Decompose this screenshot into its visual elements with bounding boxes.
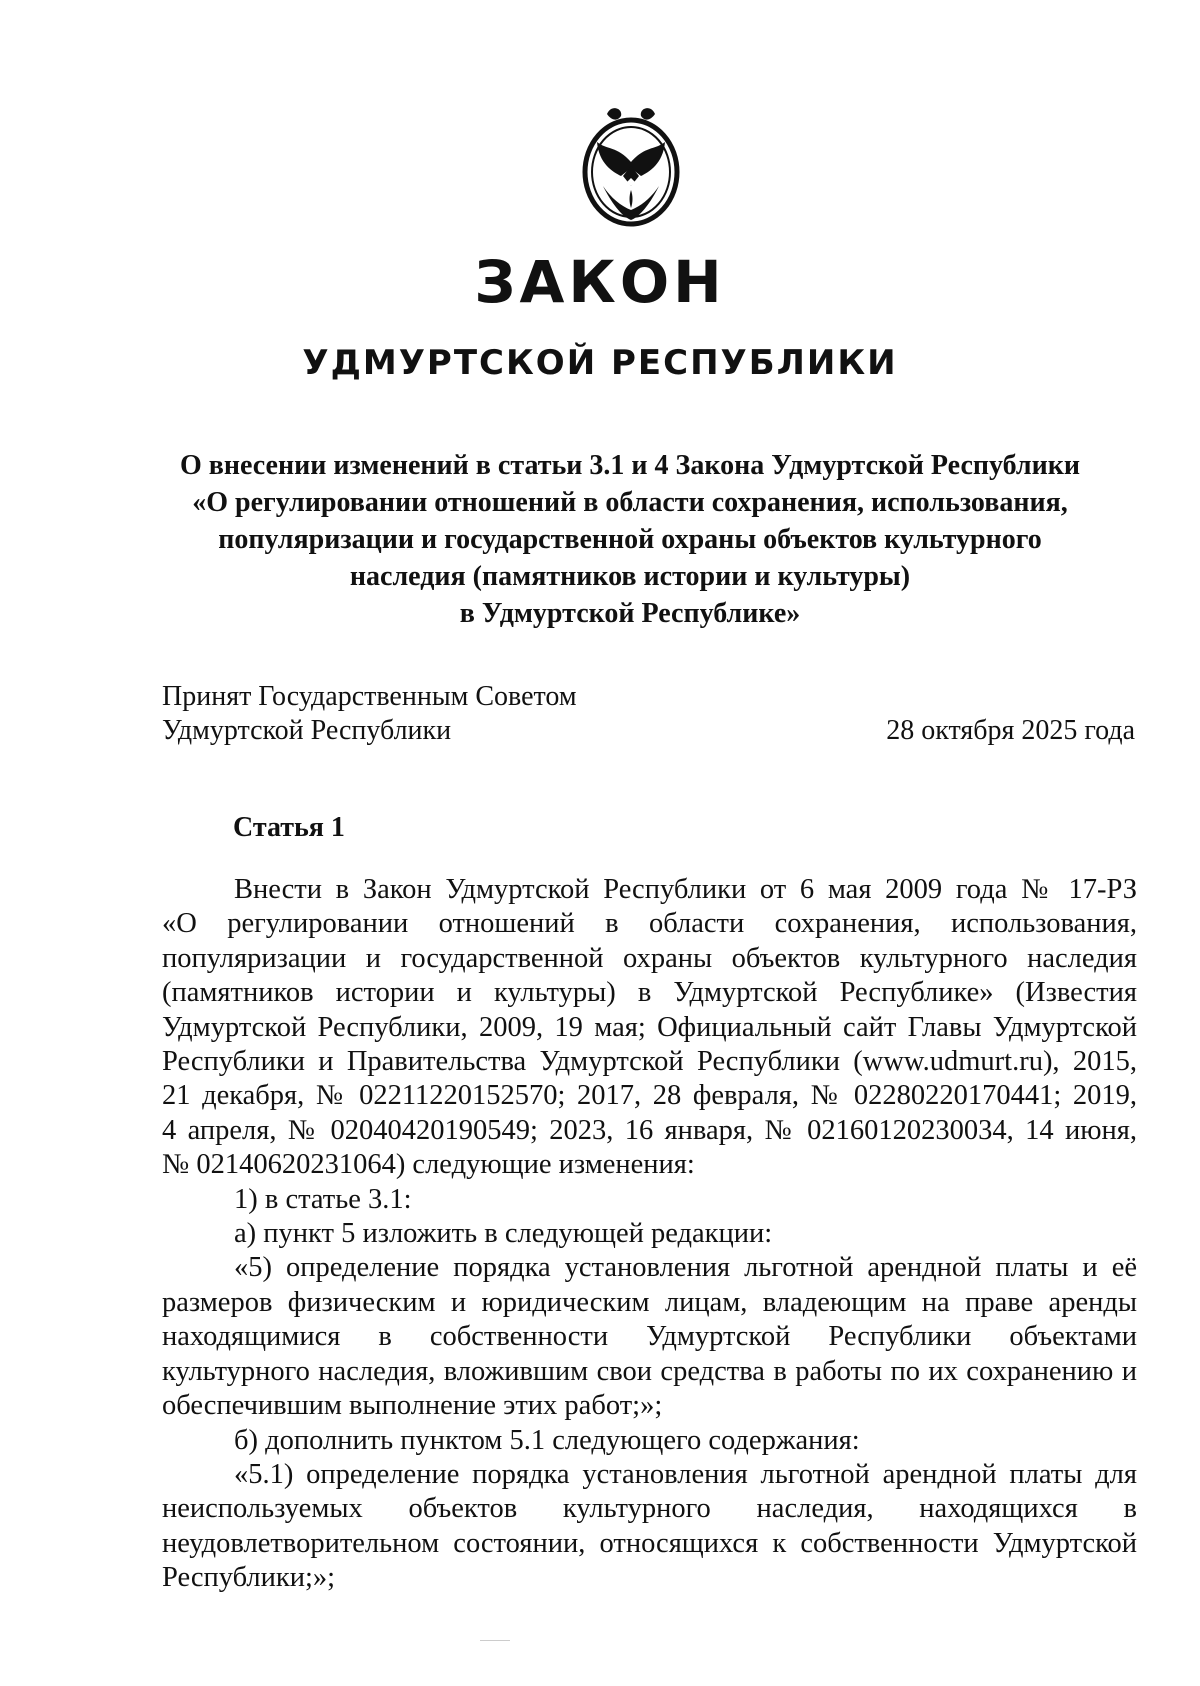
scan-artifact [480, 1640, 510, 1641]
heading-line: «О регулировании отношений в области сохранения, использования, [192, 487, 1068, 518]
coat-of-arms-icon [577, 106, 685, 230]
adoption-line-2: Удмуртской Республики [162, 715, 452, 746]
body-line: 21 декабря, № 02211220152570; 2017, 28 февраля, № 02280220170441; 2019, [162, 1080, 1137, 1112]
law-subtitle: УДМУРТСКОЙ РЕСПУБЛИКИ [302, 343, 898, 383]
heading-line: наследия (памятников истории и культуры) [349, 561, 911, 592]
body-line: (памятников истории и культуры) в Удмуртской Республике» (Известия [162, 977, 1137, 1009]
body-line: популяризации и государственной охраны объектов культурного наследия [162, 942, 1137, 974]
body-line: 1) в статье 3.1: [234, 1183, 412, 1215]
body-line: 4 апреля, № 02040420190549; 2023, 16 января, № 02160120230034, 14 июня, [162, 1114, 1137, 1146]
body-line: неиспользуемых объектов культурного наследия, находящихся в [162, 1493, 1137, 1525]
body-line: Республики и Правительства Удмуртской Республики (www.udmurt.ru), 2015, [162, 1046, 1137, 1078]
heading-line: в Удмуртской Республике» [459, 598, 801, 629]
adoption-statement [162, 680, 577, 748]
body-line: Внести в Закон Удмуртской Республики от 6 мая 2009 года № 17-РЗ [234, 874, 1137, 905]
body-line: № 02140620231064) следующие изменения: [162, 1149, 695, 1181]
body-line: находящимися в собственности Удмуртской Республики объектами [162, 1321, 1137, 1353]
heading-line: О внесении изменений в статьи 3.1 и 4 Закона Удмуртской Республики [179, 450, 1081, 481]
heading-line: популяризации и государственной охраны объектов культурного [218, 524, 1042, 555]
article-body [162, 873, 1137, 1596]
body-line: Республики;»; [162, 1562, 336, 1594]
body-line: «5) определение порядка установления льготной арендной платы и её [234, 1252, 1137, 1284]
article-title: Статья 1 [233, 812, 345, 843]
body-line: Удмуртской Республики, 2009, 19 мая; Официальный сайт Главы Удмуртской [162, 1011, 1137, 1043]
body-line: культурного наследия, вложившим свои средства в работы по их сохранению и [162, 1355, 1137, 1387]
document-heading [150, 447, 1110, 632]
adoption-line-1: Принят Государственным Советом [162, 681, 577, 712]
body-line: обеспечившим выполнение этих работ;»; [162, 1390, 663, 1422]
law-title: ЗАКОН [474, 248, 726, 316]
body-line: а) пункт 5 изложить в следующей редакции: [234, 1218, 773, 1250]
body-line: неудовлетворительном состоянии, относящихся к собственности Удмуртской [162, 1527, 1137, 1559]
body-line: «О регулировании отношений в области сохранения, использования, [162, 908, 1137, 940]
body-line: б) дополнить пунктом 5.1 следующего содержания: [234, 1424, 860, 1456]
body-line: размеров физическим и юридическим лицам, владеющим на праве аренды [162, 1286, 1137, 1318]
body-line: «5.1) определение порядка установления льготной арендной платы для [234, 1458, 1137, 1490]
adoption-date: 28 октября 2025 года [886, 715, 1135, 746]
